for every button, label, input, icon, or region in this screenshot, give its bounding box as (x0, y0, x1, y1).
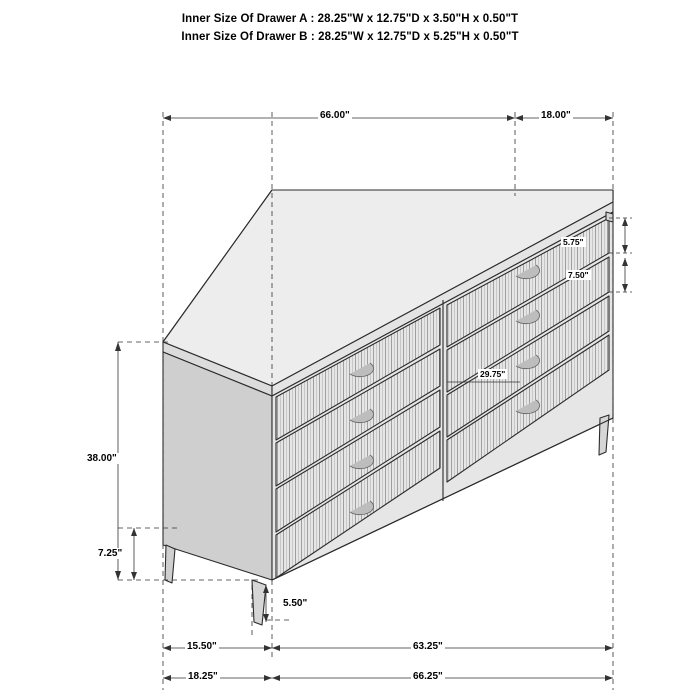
label-overall-width: 66.25" (413, 671, 443, 682)
dresser-body (163, 190, 613, 625)
label-side-depth: 15.50" (187, 641, 217, 652)
label-leg-height: 5.50" (283, 598, 308, 609)
leg-front-left (252, 580, 266, 625)
label-drawer-small-height: 5.75" (563, 237, 584, 247)
label-case-width: 63.25" (413, 641, 443, 652)
label-case-inner-width: 29.75" (480, 369, 506, 379)
inner-size-drawer-b: Inner Size Of Drawer B : 28.25"W x 12.75"D x 5.25"H x 0.50"T (181, 31, 519, 43)
leg-back-left (165, 545, 175, 583)
label-total-height: 38.00" (87, 453, 117, 464)
label-top-width: 66.00" (320, 110, 350, 121)
label-drawer-face-height: 7.50" (568, 270, 589, 280)
label-leg-zone-height: 7.25" (98, 548, 123, 559)
dim-leg-zone-height (131, 528, 137, 580)
inner-size-drawer-a: Inner Size Of Drawer A : 28.25"W x 12.75"D x 3.50"H x 0.50"T (181, 13, 519, 25)
label-top-depth: 18.00" (541, 110, 571, 121)
label-base-depth: 18.25" (188, 671, 218, 682)
leg-mid (606, 212, 613, 222)
